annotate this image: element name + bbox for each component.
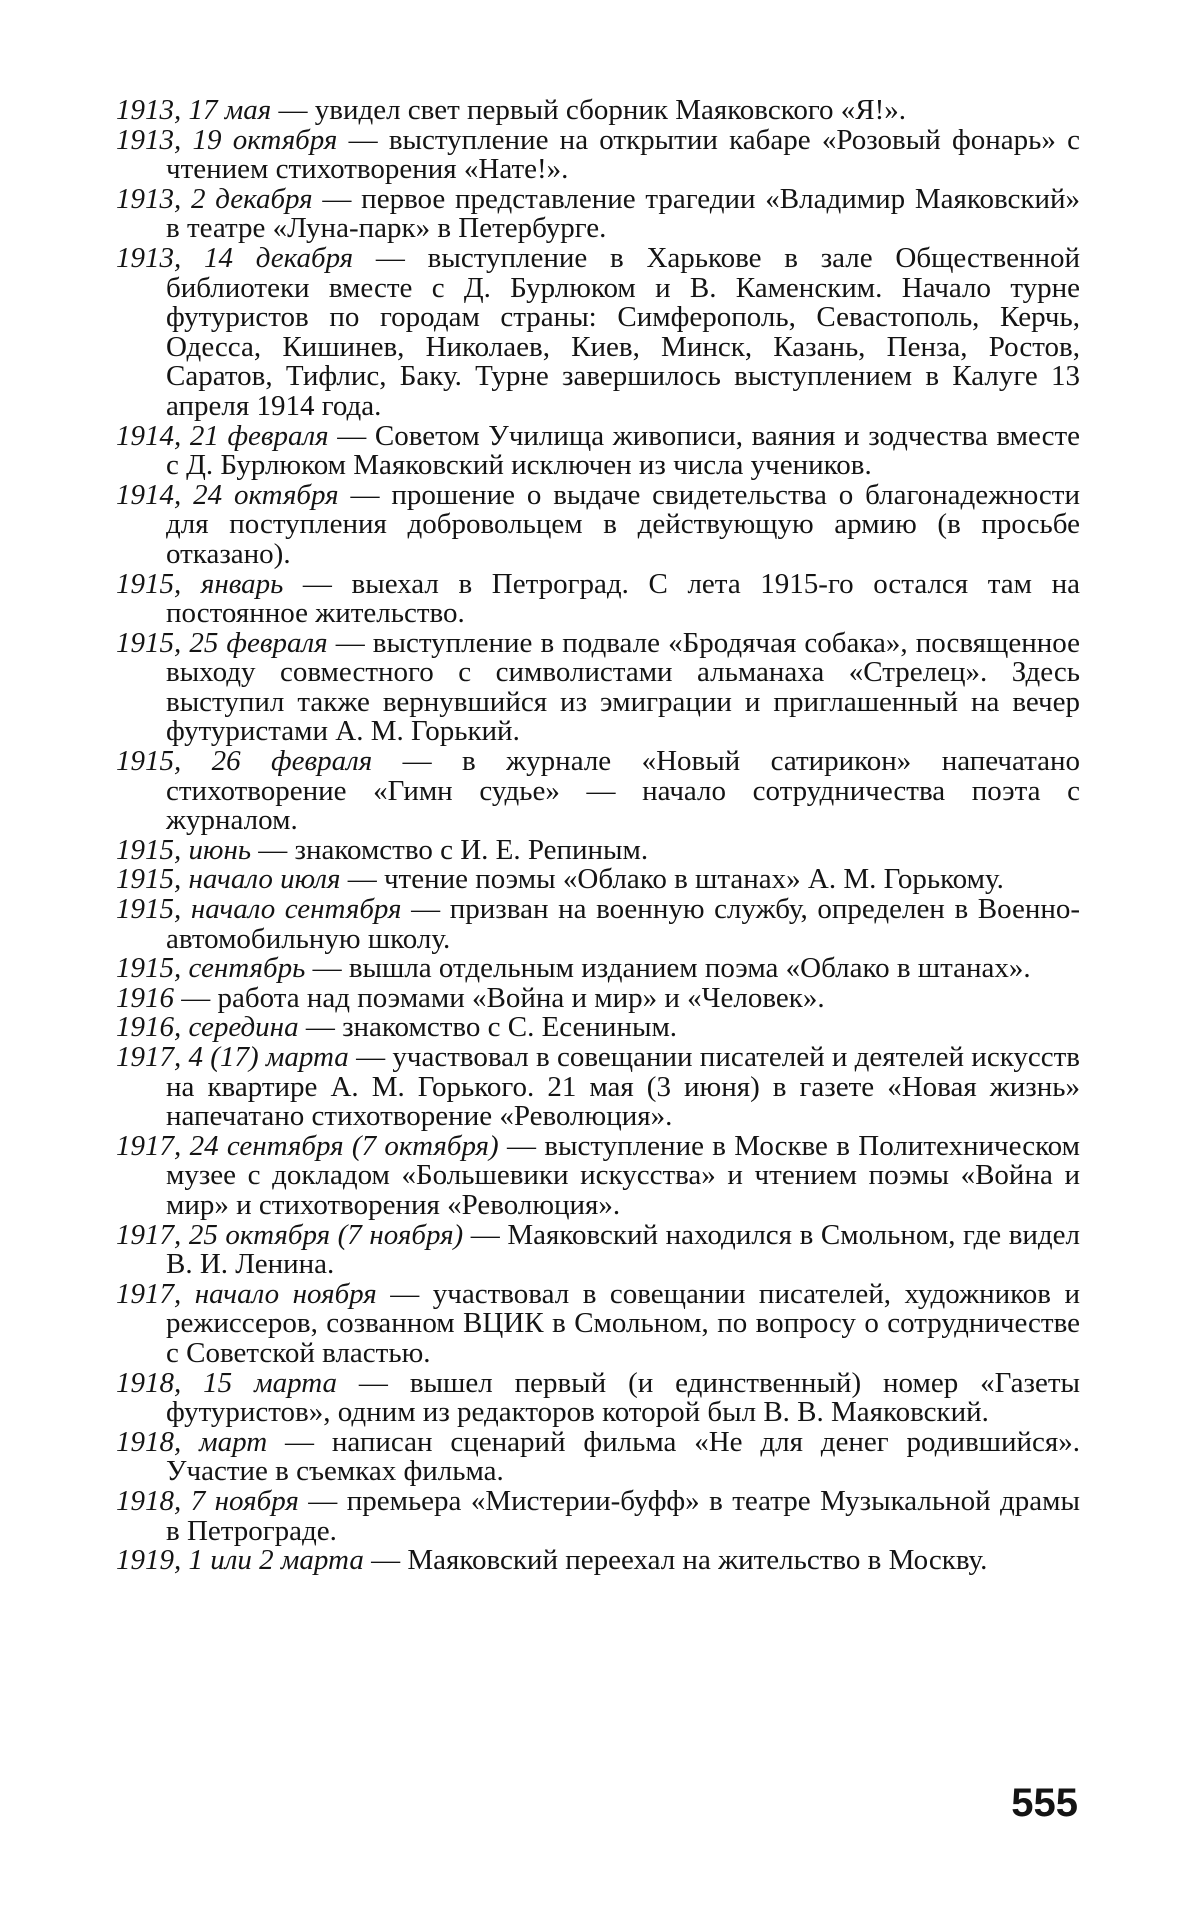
chronology-entry [116, 1132, 1080, 1221]
chronology-entry [116, 1428, 1080, 1487]
entry-date: 1917, 4 (17) марта [116, 1041, 349, 1073]
entry-date: 1917, 24 сентября (7 октября) [116, 1130, 499, 1162]
chronology-entry [116, 984, 1080, 1014]
entry-dash: — [305, 952, 349, 984]
entry-text: написан сценарий фильма «Не для денег родившийся». Участие в съемках фильма. [166, 1426, 1080, 1488]
entry-text: вышла отдельным изданием поэма «Облако в штанах». [349, 952, 1031, 984]
entry-dash: — [402, 893, 450, 925]
chronology-entry [116, 1013, 1080, 1043]
entry-text: Советом Училища живописи, ваяния и зодчества вместе с Д. Бурлюком Маяковский исключен из числа учеников. [166, 420, 1080, 482]
entry-text: выехал в Петроград. С лета 1915-го остался там на постоянное жительство. [166, 568, 1080, 630]
entry-date: 1913, 14 декабря [116, 242, 353, 274]
entry-dash: — [372, 745, 462, 777]
entry-dash: — [364, 1544, 408, 1576]
chronology [116, 96, 1080, 1576]
entry-date: 1918, 15 марта [116, 1367, 337, 1399]
entry-text: чтение поэмы «Облако в штанах» А. М. Горькому. [384, 863, 1004, 895]
chronology-entry [116, 895, 1080, 954]
chronology-entry [116, 836, 1080, 866]
entry-dash: — [271, 94, 315, 126]
entry-dash: — [251, 834, 295, 866]
entry-text: знакомство с И. Е. Репиным. [295, 834, 649, 866]
entry-text: Маяковский переехал на жительство в Москву. [407, 1544, 987, 1576]
chronology-entry [116, 747, 1080, 836]
chronology-entry [116, 96, 1080, 126]
entry-date: 1915, январь [116, 568, 283, 600]
entry-text: вышел первый (и единственный) номер «Газеты футуристов», одним из редакторов которой был В. В. Маяковский. [166, 1367, 1080, 1429]
entry-text: выступление на открытии кабаре «Розовый фонарь» с чтением стихотворения «Нате!». [166, 124, 1080, 186]
entry-date: 1917, 25 октября (7 ноября) [116, 1219, 463, 1251]
chronology-entry [116, 126, 1080, 185]
chronology-entry [116, 1369, 1080, 1428]
entry-dash: — [283, 568, 351, 600]
entry-date: 1918, 7 ноября [116, 1485, 299, 1517]
chronology-entry [116, 629, 1080, 747]
chronology-entry [116, 422, 1080, 481]
chronology-entry [116, 244, 1080, 422]
chronology-entry [116, 570, 1080, 629]
entry-dash: — [340, 863, 384, 895]
entry-date: 1914, 24 октября [116, 479, 339, 511]
entry-date: 1916, середина [116, 1011, 299, 1043]
entry-dash: — [463, 1219, 507, 1251]
entry-text: выступление в Харькове в зале Общественной библиотеки вместе с Д. Бурлюком и В. Каменским. Начало турне футуристов по городам страны: Симферополь, Севастополь, Керчь, Одесса, Кишинев, Николаев, Киев, Минск, Казань, Пенза, Ростов, Саратов, Тифлис, Баку. Турне завершилось выступлением в Калуге 13 апреля 1914 года. [166, 242, 1080, 422]
entry-text: выступление в Москве в Политехническом музее с докладом «Большевики искусства» и чтением поэмы «Война и мир» и стихотворения «Революция». [166, 1130, 1080, 1221]
entry-dash: — [339, 479, 392, 511]
entry-date: 1914, 21 февраля [116, 420, 329, 452]
entry-dash: — [499, 1130, 545, 1162]
entry-date: 1917, начало ноября [116, 1278, 377, 1310]
chronology-entry [116, 954, 1080, 984]
page-number: 555 [1011, 1781, 1078, 1826]
entry-dash: — [313, 183, 362, 215]
entry-dash: — [299, 1485, 347, 1517]
entry-text: увидел свет первый сборник Маяковского «Я!». [315, 94, 906, 126]
entry-dash: — [353, 242, 428, 274]
entry-date: 1918, март [116, 1426, 267, 1458]
entry-dash: — [267, 1426, 332, 1458]
entry-date: 1916 [116, 982, 174, 1014]
entry-date: 1913, 2 декабря [116, 183, 313, 215]
entry-text: призван на военную службу, определен в Военно-автомобильную школу. [166, 893, 1080, 955]
entry-text: выступление в подвале «Бродячая собака», посвященное выходу совместного с символистами альманаха «Стрелец». Здесь выступил также вернувшийся из эмиграции и приглашенный на вечер футуристами А. М. Горький. [166, 627, 1080, 748]
entry-text: знакомство с С. Есениным. [342, 1011, 677, 1043]
entry-dash: — [337, 124, 388, 156]
entry-text: участвовал в совещании писателей и деятелей искусств на квартире А. М. Горького. 21 мая (3 июня) в газете «Новая жизнь» напечатано стихотворение «Революция». [166, 1041, 1080, 1132]
entry-date: 1915, начало сентября [116, 893, 402, 925]
entry-date: 1915, июнь [116, 834, 251, 866]
chronology-entry [116, 1280, 1080, 1369]
chronology-entry [116, 1487, 1080, 1546]
entry-text: в журнале «Новый сатирикон» напечатано стихотворение «Гимн судье» — начало сотрудничества поэта с журналом. [166, 745, 1080, 836]
entry-dash: — [174, 982, 218, 1014]
chronology-entry [116, 1546, 1080, 1576]
entry-date: 1919, 1 или 2 марта [116, 1544, 364, 1576]
entry-text: работа над поэмами «Война и мир» и «Человек». [218, 982, 825, 1014]
chronology-entry [116, 1221, 1080, 1280]
entry-dash: — [377, 1278, 433, 1310]
entry-date: 1913, 17 мая [116, 94, 271, 126]
chronology-entry [116, 481, 1080, 570]
entry-dash: — [349, 1041, 393, 1073]
entry-dash: — [337, 1367, 410, 1399]
entry-text: премьера «Мистерии-буфф» в театре Музыкальной драмы в Петрограде. [166, 1485, 1080, 1547]
entry-date: 1915, начало июля [116, 863, 340, 895]
entry-date: 1915, 26 февраля [116, 745, 372, 777]
entry-date: 1915, 25 февраля [116, 627, 328, 659]
entry-text: прошение о выдаче свидетельства о благонадежности для поступления добровольцем в действующую армию (в просьбе отказано). [166, 479, 1080, 570]
chronology-entry [116, 185, 1080, 244]
entry-dash: — [328, 627, 373, 659]
entry-text: первое представление трагедии «Владимир Маяковский» в театре «Луна-парк» в Петербурге. [166, 183, 1080, 245]
entry-date: 1915, сентябрь [116, 952, 305, 984]
chronology-entry [116, 865, 1080, 895]
entry-dash: — [299, 1011, 343, 1043]
entry-text: участвовал в совещании писателей, художников и режиссеров, созванном ВЦИК в Смольном, по вопросу о сотрудничестве с Советской властью. [166, 1278, 1080, 1369]
entry-date: 1913, 19 октября [116, 124, 337, 156]
entry-text: Маяковский находился в Смольном, где видел В. И. Ленина. [166, 1219, 1080, 1281]
entry-dash: — [329, 420, 375, 452]
chronology-entry [116, 1043, 1080, 1132]
